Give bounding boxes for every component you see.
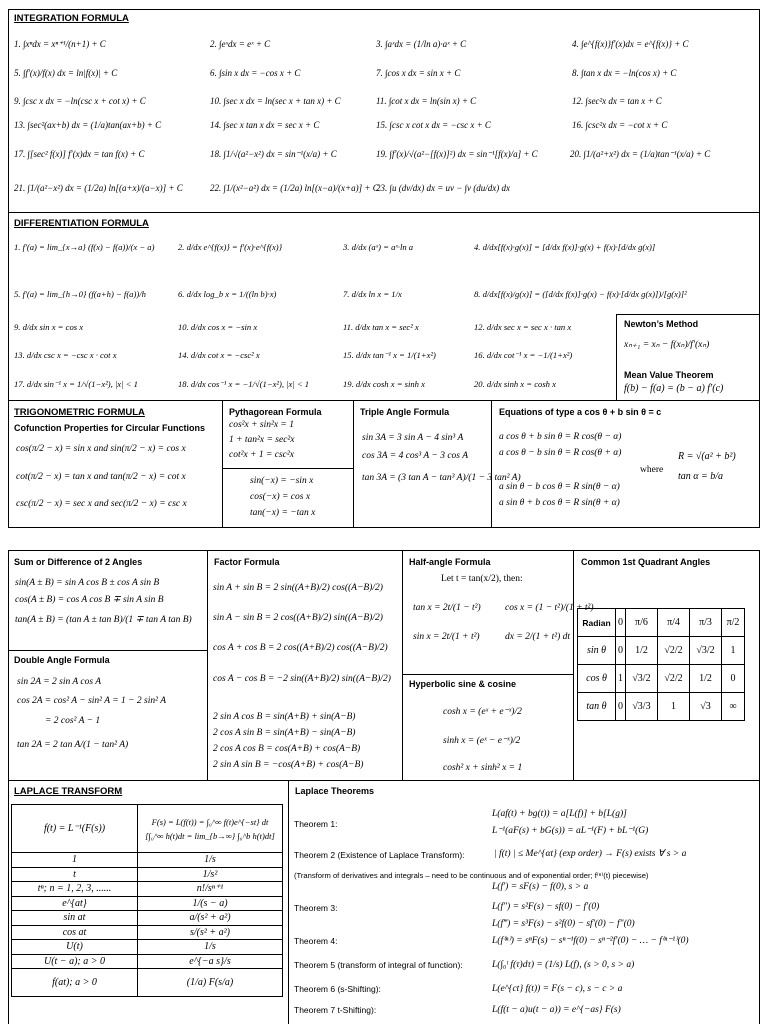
pythagorean-formula: 1 + tan²x = sec²x [229,435,295,445]
integration-formula: 16. ∫csc²x dx = −cot x + C [572,120,668,130]
mvt-title: Mean Value Theorem [624,370,714,380]
hyper-title: Hyperbolic sine & cosine [409,679,517,689]
table-cell: t [12,867,138,882]
theorem-formula: L(f⁽ⁿ⁾) = sⁿF(s) − sⁿ⁻¹f(0) − sⁿ⁻²f′(0) − … − f⁽ⁿ⁻¹⁾(0) [492,936,689,946]
half-title: Half-angle Formula [409,557,491,567]
negative-angle-formula: cos(−x) = cos x [250,492,311,502]
table-cell: 1/s [138,940,283,955]
table-cell: cos θ [578,665,616,693]
factor-formula: sin A + sin B = 2 sin((A+B)/2) cos((A−B)/2) [213,583,383,593]
table-cell: (1/a) F(s/a) [138,969,283,997]
table-cell: U(t) [12,940,138,955]
table-cell: π/3 [689,609,721,637]
half-angle-formula: cos x = (1 − t²)/(1 + t²) [505,603,594,613]
table-cell [138,805,283,853]
table-cell: 1/2 [625,637,657,665]
integration-formula: 14. ∫sec x tan x dx = sec x + C [210,120,320,130]
factor-formula: 2 cos A sin B = sin(A+B) − sin(A−B) [213,728,356,738]
theorem-label: Theorem 4: [294,936,338,946]
theorem-label: Theorem 7 t-Shifting): [294,1005,377,1015]
divider [288,780,289,1024]
mvt-formula: f(b) − f(a) = (b − a) f′(c) [624,383,724,394]
differentiation-formula: 14. d/dx cot x = −csc² x [178,350,260,360]
differentiation-formula: 10. d/dx cos x = −sin x [178,322,258,332]
table-cell: √3/2 [689,637,721,665]
double-angle-formula: sin 2A = 2 sin A cos A [17,677,102,687]
where-label: where [640,465,664,475]
integration-formula: 1. ∫xⁿdx = xⁿ⁺¹/(n+1) + C [14,39,106,49]
table-cell: e^{−a s}/s [138,954,283,969]
table-cell: 1/(s − a) [138,896,283,911]
table-cell: 0 [616,637,626,665]
laplace-table [11,804,283,997]
table-cell: 1 [722,637,745,665]
table-cell: √3 [689,693,721,721]
table-cell: 1/2 [689,665,721,693]
theorem-formula: L⁻¹(aF(s) + bG(s)) = aL⁻¹(F) + bL⁻¹(G) [492,826,649,836]
table-cell: tⁿ; n = 1, 2, 3, ...... [12,882,138,897]
table-row [12,867,283,882]
divider [222,468,353,469]
integration-formula: 20. ∫1/(a²+x²) dx = (1/a)tan⁻¹(x/a) + C [570,149,711,159]
table-cell: 1/s [138,853,283,868]
cofunction-formula: cos(π/2 − x) = sin x and sin(π/2 − x) = cos x [16,444,186,454]
quadrant-title: Common 1st Quadrant Angles [581,557,711,567]
theorem-formula: L(f(t − a)u(t − a)) = e^{−as} F(s) [492,1005,621,1015]
differentiation-formula: 16. d/dx cot⁻¹ x = −1/(1+x²) [474,350,573,360]
table-row [12,969,283,997]
integration-title: INTEGRATION FORMULA [14,13,129,24]
table-cell: π/2 [722,609,745,637]
table-row [12,882,283,897]
eq-type-formula: a sin θ + b cos θ = R sin(θ + α) [499,498,620,508]
table-header-row [12,805,283,853]
half-let: Let t = tan(x/2), then: [441,574,523,584]
double-angle-formula: = 2 cos² A − 1 [45,716,101,726]
sumdiff-title: Sum or Difference of 2 Angles [14,557,143,567]
quadrant-table [577,608,745,721]
table-cell: 1/s² [138,867,283,882]
factor-formula: 2 cos A cos B = cos(A+B) + cos(A−B) [213,744,361,754]
sumdiff-formula: sin(A ± B) = sin A cos B ± cos A sin B [15,578,160,588]
negative-angle-formula: sin(−x) = −sin x [250,476,314,486]
differentiation-formula: 15. d/dx tan⁻¹ x = 1/(1+x²) [343,350,436,360]
hyperbolic-formula: cosh x = (eˣ + e⁻ˣ)/2 [443,707,522,717]
integration-formula: 12. ∫sec²x dx = tan x + C [572,96,662,106]
where-alpha: tan α = b/a [678,471,724,482]
half-angle-formula: sin x = 2t/(1 + t²) [413,632,480,642]
table-cell: √3/2 [625,665,657,693]
table-cell: √3/3 [625,693,657,721]
triple-angle-formula: tan 3A = (3 tan A − tan³ A)/(1 − 3 tan² A) [362,473,521,483]
differentiation-formula: 13. d/dx csc x = −csc x · cot x [14,350,117,360]
table-cell: π/4 [657,609,689,637]
table-cell: U(t − a); a > 0 [12,954,138,969]
theorem-formula: L(f′) = sF(s) − f(0), s > a [492,882,589,892]
table-row [578,693,745,721]
divider [8,780,760,781]
where-r: R = √(a² + b²) [678,451,736,462]
half-angle-formula: dx = 2/(1 + t²) dt [505,632,571,642]
pythagorean-formula: cot²x + 1 = csc²x [229,450,294,460]
differentiation-formula: 5. f′(a) = lim_{h→0} (f(a+h) − f(a))/h [14,289,146,299]
laplace-title: LAPLACE TRANSFORM [14,786,123,797]
theorem-formula: L(f″) = s²F(s) − sf(0) − f′(0) [492,902,600,912]
table-header-row [578,609,745,637]
table-row [12,940,283,955]
table-cell: 0 [616,609,626,637]
table-row [12,925,283,940]
eq-type-formula: a sin θ − b cos θ = R sin(θ − α) [499,482,620,492]
theorem-label: Theorem 2 (Existence of Laplace Transform): [294,850,465,860]
integration-formula: 22. ∫1/(x²−a²) dx = (1/2a) ln[(x−a)/(x+a)] + C [210,183,379,193]
theorem-label: Theorem 3: [294,903,338,913]
eq-type-title: Equations of type a cos θ + b sin θ = c [499,407,662,417]
integration-formula: 10. ∫sec x dx = ln(sec x + tan x) + C [210,96,341,106]
differentiation-formula: 17. d/dx sin⁻¹ x = 1/√(1−x²), |x| < 1 [14,379,138,389]
half-angle-formula: tan x = 2t/(1 − t²) [413,603,481,613]
integration-formula: 4. ∫e^{f(x)}f′(x)dx = e^{f(x)} + C [572,39,689,49]
differentiation-formula: 12. d/dx sec x = sec x · tan x [474,322,572,332]
integration-formula: 19. ∫f′(x)/√(a²−[f(x)]²) dx = sin⁻¹[f(x)/a] + C [376,149,538,159]
triple-angle-formula: sin 3A = 3 sin A − 4 sin³ A [362,433,464,443]
theorem-label: (Transform of derivatives and integrals – need to be continuous and of exponential order; f⁽ⁿ⁾(t) piecewise) [294,871,649,880]
table-cell: f(at); a > 0 [12,969,138,997]
negative-angle-formula: tan(−x) = −tan x [250,508,316,518]
differentiation-title: DIFFERENTIATION FORMULA [14,218,149,229]
sumdiff-formula: tan(A ± B) = (tan A ± tan B)/(1 ∓ tan A tan B) [15,615,192,625]
integration-formula: 8. ∫tan x dx = −ln(cos x) + C [572,68,677,78]
differentiation-formula: 4. d/dx[f(x)·g(x)] = [d/dx f(x)]·g(x) + f(x)·[d/dx g(x)] [474,242,656,252]
trig-title: TRIGONOMETRIC FORMULA [14,407,145,418]
integration-formula: 13. ∫sec²(ax+b) dx = (1/a)tan(ax+b) + C [14,120,162,130]
divider [207,550,208,780]
newton-title: Newton’s Method [624,319,699,329]
factor-formula: 2 sin A sin B = −cos(A+B) + cos(A−B) [213,760,364,770]
differentiation-formula: 2. d/dx e^{f(x)} = f′(x)·e^{f(x)} [178,242,283,252]
factor-formula: 2 sin A cos B = sin(A+B) + sin(A−B) [213,712,356,722]
table-cell: a/(s² + a²) [138,911,283,926]
table-cell: ∞ [722,693,745,721]
differentiation-formula: 8. d/dx[f(x)/g(x)] = ([d/dx f(x)]·g(x) − f(x)·[d/dx g(x)])/[g(x)]² [474,289,687,299]
divider [8,212,760,213]
table-cell: e^{at} [12,896,138,911]
triple-angle-formula: cos 3A = 4 cos³ A − 3 cos A [362,451,469,461]
table-row [12,954,283,969]
theorem-label: Theorem 5 (transform of integral of function): [294,960,463,970]
laplace-improper-integral: [∫₀^∞ h(t)dt = lim_{b→∞} ∫₀^b h(t)dt] [145,830,275,841]
divider [353,400,354,528]
pythagorean-title: Pythagorean Formula [229,407,322,417]
theorem-formula: L(af(t) + bg(t)) = a[L(f)] + b[L(g)] [492,809,627,819]
table-cell: f(t) = L⁻¹(F(s)) [12,805,138,853]
table-cell: 0 [722,665,745,693]
integration-formula: 2. ∫eˣdx = eˣ + C [210,39,271,49]
differentiation-formula: 1. f′(a) = lim_{x→a} (f(x) − f(a))/(x − a) [14,242,155,252]
theorems-title: Laplace Theorems [295,786,375,796]
theorem-formula: L(f‴) = s³F(s) − s²f(0) − sf′(0) − f″(0) [492,919,635,929]
cofunction-formula: cot(π/2 − x) = tan x and tan(π/2 − x) = cot x [16,472,186,482]
table-cell: √2/2 [657,665,689,693]
table-row [578,665,745,693]
table-cell: tan θ [578,693,616,721]
sumdiff-formula: cos(A ± B) = cos A cos B ∓ sin A sin B [15,595,164,605]
table-cell: 0 [616,693,626,721]
integration-formula: 21. ∫1/(a²−x²) dx = (1/2a) ln[(a+x)/(a−x)] + C [14,183,183,193]
table-row [12,911,283,926]
differentiation-formula: 3. d/dx (aˣ) = aˣ·ln a [343,242,414,252]
factor-formula: sin A − sin B = 2 cos((A+B)/2) sin((A−B)/2) [213,613,383,623]
pythagorean-formula: cos²x + sin²x = 1 [229,420,294,430]
table-row [12,896,283,911]
table-cell: √2/2 [657,637,689,665]
table-cell: π/6 [625,609,657,637]
triple-title: Triple Angle Formula [360,407,450,417]
table-cell: sin at [12,911,138,926]
eq-type-formula: a cos θ + b sin θ = R cos(θ − α) [499,432,622,442]
double-angle-formula: tan 2A = 2 tan A/(1 − tan² A) [17,740,129,750]
factor-formula: cos A + cos B = 2 cos((A+B)/2) cos((A−B)/2) [213,643,388,653]
table-row [578,637,745,665]
integration-formula: 17. ∫[sec² f(x)] f′(x)dx = tan f(x) + C [14,149,145,159]
integration-formula: 7. ∫cos x dx = sin x + C [376,68,461,78]
table-cell: Radian [578,609,616,637]
cofunction-formula: csc(π/2 − x) = sec x and sec(π/2 − x) = csc x [16,499,187,509]
double-angle-formula: cos 2A = cos² A − sin² A = 1 − 2 sin² A [17,696,166,706]
newton-formula: xₙ₊₁ = xₙ − f(xₙ)/f′(xₙ) [624,340,710,350]
eq-type-formula: a cos θ − b sin θ = R cos(θ + α) [499,448,622,458]
divider [222,400,223,528]
divider [8,400,760,401]
differentiation-formula: 19. d/dx cosh x = sinh x [343,379,425,389]
integration-formula: 5. ∫f′(x)/f(x) dx = ln|f(x)| + C [14,68,118,78]
integration-formula: 15. ∫csc x cot x dx = −csc x + C [376,120,491,130]
theorem-formula: L(∫₀ᵗ f(τ)dτ) = (1/s) L(f), (s > 0, s > a) [492,960,635,970]
divider [491,400,492,528]
table-row [12,853,283,868]
table-cell: 1 [12,853,138,868]
integration-formula: 3. ∫aˣdx = (1/ln a)·aˣ + C [376,39,467,49]
differentiation-formula: 9. d/dx sin x = cos x [14,322,84,332]
table-cell: 1 [657,693,689,721]
integration-formula: 23. ∫u (dv/dx) dx = uv − ∫v (du/dx) dx [376,183,511,193]
table-cell: n!/sⁿ⁺¹ [138,882,283,897]
differentiation-formula: 20. d/dx sinh x = cosh x [474,379,556,389]
differentiation-formula: 6. d/dx log_b x = 1/((ln b)·x) [178,289,277,299]
integration-formula: 6. ∫sin x dx = −cos x + C [210,68,301,78]
divider [573,550,574,780]
divider [402,674,573,675]
factor-formula: cos A − cos B = −2 sin((A+B)/2) sin((A−B)/2) [213,674,391,684]
factor-title: Factor Formula [214,557,280,567]
integration-formula: 18. ∫1/√(a²−x²) dx = sin⁻¹(x/a) + C [210,149,337,159]
theorem-label: Theorem 1: [294,819,338,829]
laplace-definition: F(s) = L(f(t)) = ∫₀^∞ f(t)e^{−st} dt [151,816,269,827]
table-cell: cos at [12,925,138,940]
differentiation-formula: 18. d/dx cos⁻¹ x = −1/√(1−x²), |x| < 1 [178,379,310,389]
theorem-formula: L(e^{ct} f(t)) = F(s − c), s − c > a [492,984,623,994]
table-cell: s/(s² + a²) [138,925,283,940]
divider [402,550,403,780]
table-cell: sin θ [578,637,616,665]
differentiation-formula: 11. d/dx tan x = sec² x [343,322,419,332]
cofunction-title: Cofunction Properties for Circular Functions [14,423,206,433]
table-cell: 1 [616,665,626,693]
double-title: Double Angle Formula [14,655,110,665]
integration-formula: 11. ∫cot x dx = ln(sin x) + C [376,96,477,106]
differentiation-formula: 7. d/dx ln x = 1/x [343,289,402,299]
newton-panel [616,314,760,400]
theorem-formula: | f(t) | ≤ Me^{αt} (exp order) → F(s) exists ∀ s > a [494,849,687,859]
theorem-label: Theorem 6 (s-Shifting): [294,984,381,994]
divider [8,650,207,651]
hyperbolic-formula: sinh x = (eˣ − e⁻ˣ)/2 [443,736,521,746]
integration-formula: 9. ∫csc x dx = −ln(csc x + cot x) + C [14,96,146,106]
hyperbolic-formula: cosh² x + sinh² x = 1 [443,763,523,773]
